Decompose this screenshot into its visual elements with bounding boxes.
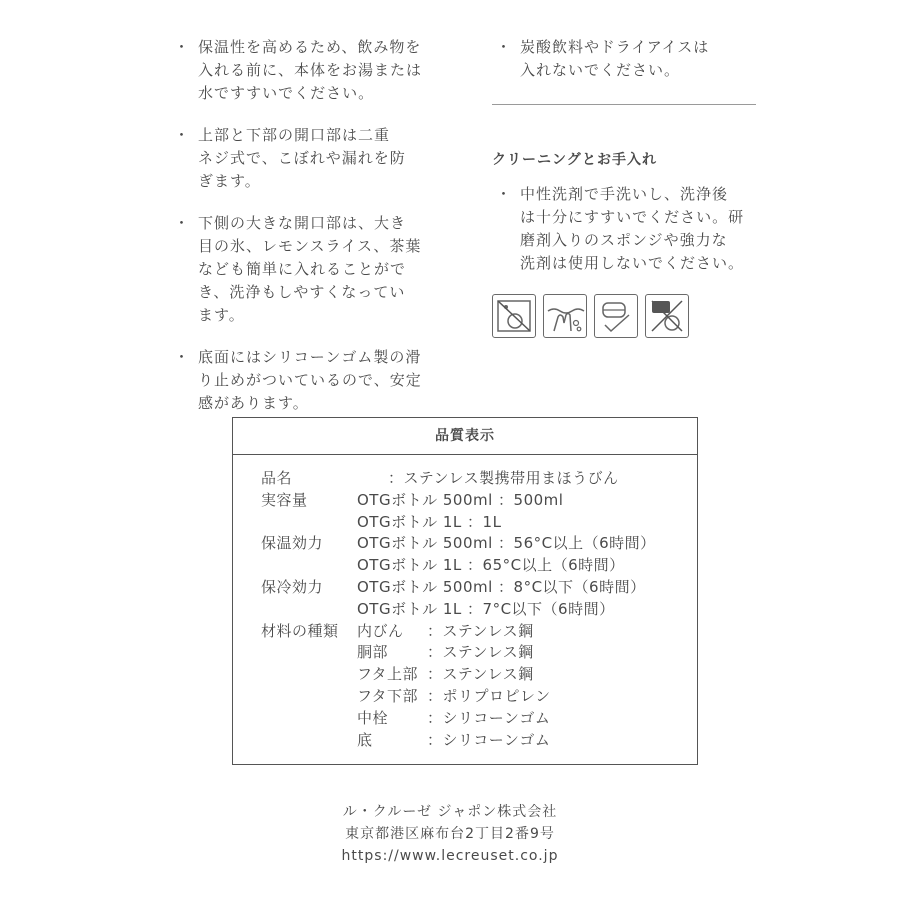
spec-row bbox=[261, 555, 656, 577]
spec-row bbox=[261, 664, 656, 686]
warning-list bbox=[492, 36, 760, 82]
list-item bbox=[492, 36, 760, 82]
list-item bbox=[492, 183, 760, 275]
spec-row bbox=[261, 577, 656, 599]
spec-value: OTGボトル 1L ：7°C以下（6時間） bbox=[357, 599, 615, 618]
spec-label bbox=[261, 686, 357, 708]
spec-label: 保冷効力 bbox=[261, 577, 324, 596]
spec-list bbox=[261, 468, 656, 751]
spec-label bbox=[261, 555, 357, 577]
quality-title: 品質表示 bbox=[233, 418, 697, 455]
feature-text: 底面にはシリコーンゴム製の滑 り止めがついているので、安定 感があります。 bbox=[198, 348, 422, 412]
spec-label: 材料の種類 bbox=[261, 621, 339, 640]
feature-list bbox=[170, 36, 460, 415]
no-dishwasher-icon bbox=[492, 294, 536, 338]
bullet-mark: ・ bbox=[174, 38, 191, 56]
quality-label-box bbox=[232, 417, 698, 765]
feature-text: 保温性を高めるため、飲み物を 入れる前に、本体をお湯または 水ですすいでください。 bbox=[198, 38, 423, 102]
spec-value: OTGボトル 500ml ：56°C以上（6時間） bbox=[357, 534, 656, 553]
spec-label bbox=[261, 599, 357, 621]
company-footer bbox=[0, 801, 900, 867]
cleaning-list bbox=[492, 183, 760, 275]
spec-value: ：ステンレス鋼 bbox=[427, 665, 534, 684]
bullet-mark: ・ bbox=[496, 185, 513, 203]
spec-sub: フタ下部 bbox=[357, 686, 418, 705]
company-url[interactable]: https://www.lecreuset.co.jp bbox=[341, 848, 559, 864]
feature-text: 下側の大きな開口部は、大き 目の氷、レモンスライス、茶葉 なども簡単に入れることがで き、洗浄もしやすくなってい ます。 bbox=[198, 214, 422, 324]
spec-sub: 底 bbox=[357, 730, 373, 749]
spec-value: ：シリコーンゴム bbox=[427, 730, 551, 749]
bullet-mark: ・ bbox=[174, 126, 191, 144]
spec-value: OTGボトル 500ml ：8°C以下（6時間） bbox=[357, 577, 646, 596]
spec-row bbox=[261, 512, 656, 534]
spec-label bbox=[261, 642, 357, 664]
cleaning-title: クリーニングとお手入れ bbox=[492, 152, 657, 168]
spec-value: OTGボトル 500ml ：500ml bbox=[357, 490, 564, 509]
spec-value: ：シリコーンゴム bbox=[427, 708, 551, 727]
spec-label: 品名 bbox=[261, 469, 293, 487]
list-item bbox=[170, 36, 460, 105]
spec-value: ：ステンレス製携帯用まほうびん bbox=[357, 469, 619, 487]
list-item bbox=[170, 212, 460, 327]
spec-label bbox=[261, 512, 357, 534]
spec-value: ：ステンレス鋼 bbox=[427, 621, 534, 640]
spec-row bbox=[261, 642, 656, 664]
spec-value: ：ステンレス鋼 bbox=[427, 643, 534, 662]
spec-sub: 内びん bbox=[357, 621, 404, 640]
spec-label bbox=[261, 708, 357, 730]
right-column bbox=[492, 36, 760, 338]
bullet-mark: ・ bbox=[496, 38, 513, 56]
feature-text: 上部と下部の開口部は二重 ネジ式で、こぼれや漏れを防 ぎます。 bbox=[198, 126, 406, 190]
spec-label: 保温効力 bbox=[261, 534, 324, 553]
spec-label bbox=[261, 664, 357, 686]
spec-sub: フタ上部 bbox=[357, 665, 418, 684]
company-name: ル・クルーゼ ジャポン株式会社 bbox=[342, 804, 558, 820]
spec-value: OTGボトル 1L ：1L bbox=[357, 512, 502, 531]
list-item bbox=[170, 346, 460, 415]
spec-row bbox=[261, 686, 656, 708]
bullet-mark: ・ bbox=[174, 348, 191, 366]
spec-sub: 胴部 bbox=[357, 643, 389, 662]
spec-row bbox=[261, 490, 656, 512]
list-item bbox=[170, 124, 460, 193]
spec-row bbox=[261, 533, 656, 555]
spec-row bbox=[261, 730, 656, 752]
warning-text: 炭酸飲料やドライアイスは 入れないでください。 bbox=[520, 38, 710, 79]
spec-row bbox=[261, 599, 656, 621]
cleaning-text: 中性洗剤で手洗いし、洗浄後 は十分にすすいでください。研 磨剤入りのスポンジや強力な 洗剤は使用しないでください。 bbox=[520, 185, 745, 272]
spec-row bbox=[261, 621, 656, 643]
spec-value: OTGボトル 1L ：65°C以上（6時間） bbox=[357, 556, 625, 575]
spec-row bbox=[261, 708, 656, 730]
company-address: 東京都港区麻布台2丁目2番9号 bbox=[345, 826, 555, 842]
spec-value: ：ポリプロピレン bbox=[427, 686, 551, 705]
spec-sub: 中栓 bbox=[357, 708, 389, 727]
spec-row bbox=[261, 468, 656, 490]
hand-wash-icon bbox=[543, 294, 587, 338]
spec-label: 実容量 bbox=[261, 490, 308, 509]
bullet-mark: ・ bbox=[174, 214, 191, 232]
care-icons bbox=[492, 294, 760, 338]
divider bbox=[492, 104, 756, 105]
no-abrasive-icon bbox=[645, 294, 689, 338]
sponge-ok-icon bbox=[594, 294, 638, 338]
spec-label bbox=[261, 730, 357, 752]
left-column bbox=[170, 36, 460, 434]
